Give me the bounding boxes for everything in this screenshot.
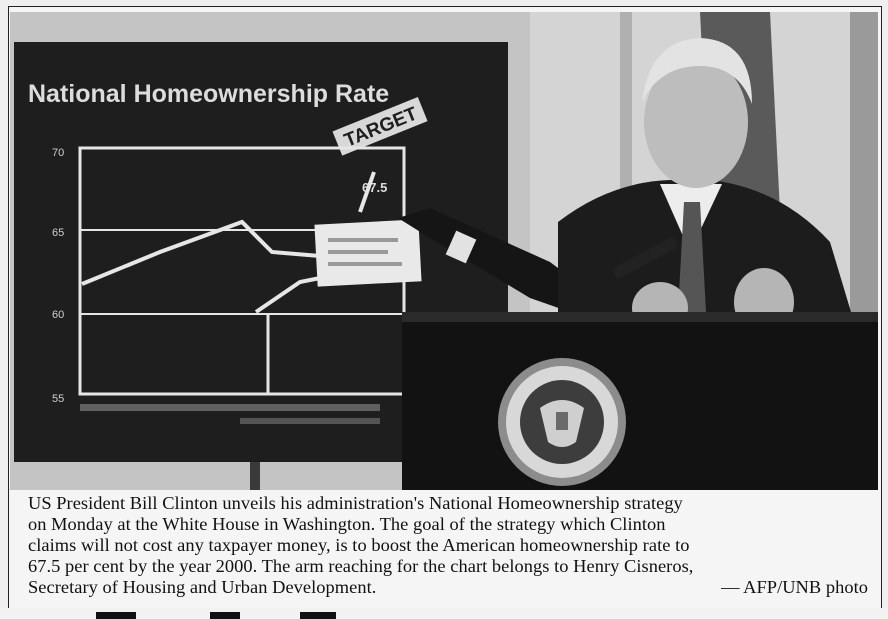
podium-top — [402, 312, 878, 322]
target-value: 67.5 — [362, 180, 388, 195]
photo-illustration — [10, 12, 878, 490]
caption-line-4: 67.5 per cent by the year 2000. The arm reaching for the chart belongs to Henry Cisneros, — [28, 556, 694, 576]
seal-shield — [556, 412, 568, 430]
y-tick-70: 70 — [52, 147, 65, 159]
y-tick-65: 65 — [52, 227, 65, 239]
y-tick-55: 55 — [52, 393, 65, 405]
paper-text-2 — [328, 250, 388, 254]
caption-line-2: on Monday at the White House in Washington. The goal of the strategy which Clinton — [28, 514, 666, 534]
podium — [402, 312, 878, 490]
podium-body — [402, 318, 878, 490]
headline-glyph-2 — [210, 612, 240, 619]
easel-leg — [250, 462, 260, 490]
paper-text-1 — [328, 238, 398, 242]
photo-caption — [28, 493, 868, 605]
source-label-row — [240, 418, 380, 424]
chart-title: National Homeownership Rate — [28, 80, 390, 108]
y-tick-60: 60 — [52, 309, 65, 321]
headline-glyph-3 — [300, 612, 336, 619]
target-label: TARGET — [341, 103, 421, 152]
news-photo — [10, 12, 878, 490]
x-axis-label-row — [80, 404, 380, 411]
next-headline-fragment — [0, 608, 888, 619]
headline-glyph-1 — [96, 612, 136, 619]
caption-line-1: US President Bill Clinton unveils his administration's National Homeownership strategy — [28, 493, 683, 513]
caption-line-3: claims will not cost any taxpayer money, is to boost the American homeownership rate to — [28, 535, 690, 555]
caption-line-5: Secretary of Housing and Urban Development. — [28, 577, 377, 597]
paper-text-3 — [328, 262, 402, 266]
photo-credit: — AFP/UNB photo — [721, 577, 868, 597]
presidential-seal-icon — [498, 358, 626, 486]
